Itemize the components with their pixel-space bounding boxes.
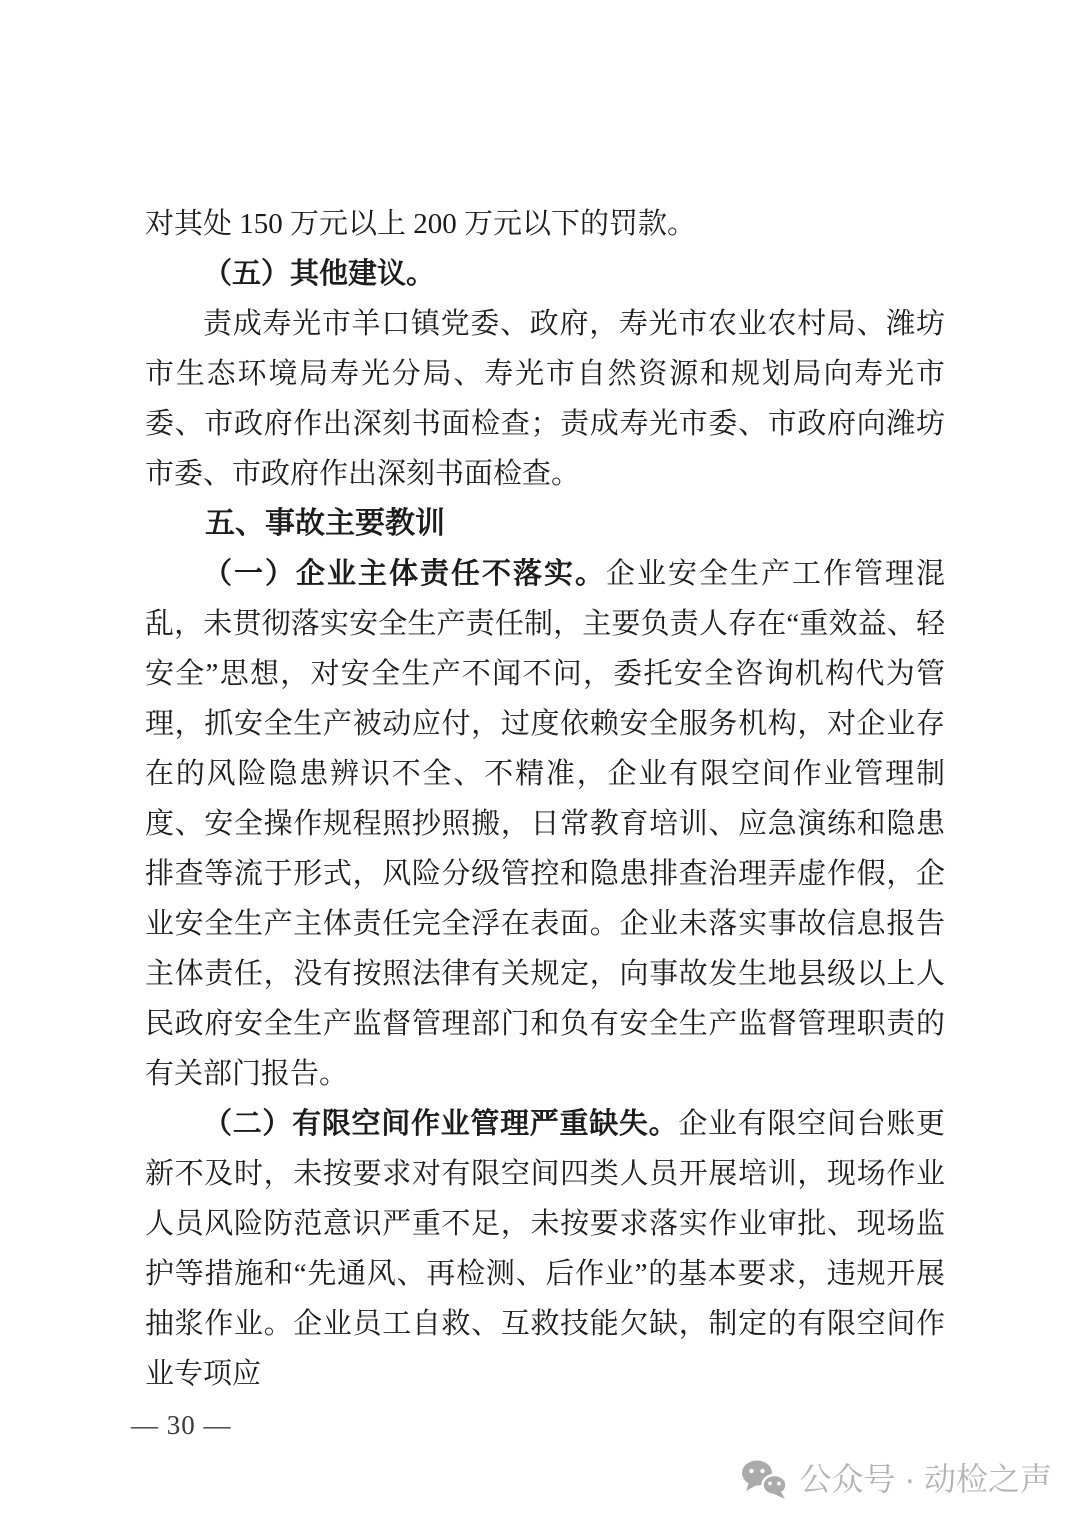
page-number: — 30 — <box>131 1410 232 1440</box>
lesson-2-lead: （二）有限空间作业管理严重缺失。 <box>203 1108 679 1140</box>
lesson-1-lead: （一）企业主体责任不落实。 <box>203 558 606 590</box>
wechat-icon <box>740 1459 788 1499</box>
lesson-1-text: 企业安全生产工作管理混乱，未贯彻落实安全生产责任制，主要负责人存在“重效益、轻安全”思想，对安全生产不闻不问，委托安全咨询机构代为管理，抓安全生产被动应付，过度依赖安全服务机构，对企业存在的风险隐患辨识不全、不精准，企业有限空间作业管理制度、安全操作规程照抄照搬，日常教育培训、应急演练和隐患排查等流于形式，风险分级管控和隐患排查治理弄虚作假，企业安全生产主体责任完全浮在表面。企业未落实事故信息报告主体责任，没有按照法律有关规定，向事故发生地县级以上人民政府安全生产监督管理部门和负有安全生产监督管理职责的有关部门报告。 <box>145 558 945 1090</box>
section-heading-main-lessons: 五、事故主要教训 <box>205 507 445 540</box>
paragraph-fine-sentence: 对其处 150 万元以上 200 万元以下的罚款。 <box>145 208 697 240</box>
watermark-text: 公众号 · 动检之声 <box>799 1461 1052 1497</box>
document-body <box>145 199 945 1399</box>
paragraph-lesson-2 <box>145 1099 945 1399</box>
paragraph-lesson-1 <box>145 549 945 1099</box>
paragraph-accountability: 责成寿光市羊口镇党委、政府，寿光市农业农村局、潍坊市生态环境局寿光分局、寿光市自然资源和规划局向寿光市委、市政府作出深刻书面检查；责成寿光市委、市政府向潍坊市委、市政府作出深刻书面检查。 <box>145 308 945 490</box>
watermark <box>740 1456 1052 1502</box>
lesson-2-text: 企业有限空间台账更新不及时，未按要求对有限空间四类人员开展培训，现场作业人员风险防范意识严重不足，未按要求落实作业审批、现场监护等措施和“先通风、再检测、后作业”的基本要求，违规开展抽浆作业。企业员工自救、互救技能欠缺，制定的有限空间作业专项应 <box>145 1108 945 1390</box>
heading-other-suggestions: （五）其他建议。 <box>203 258 436 290</box>
